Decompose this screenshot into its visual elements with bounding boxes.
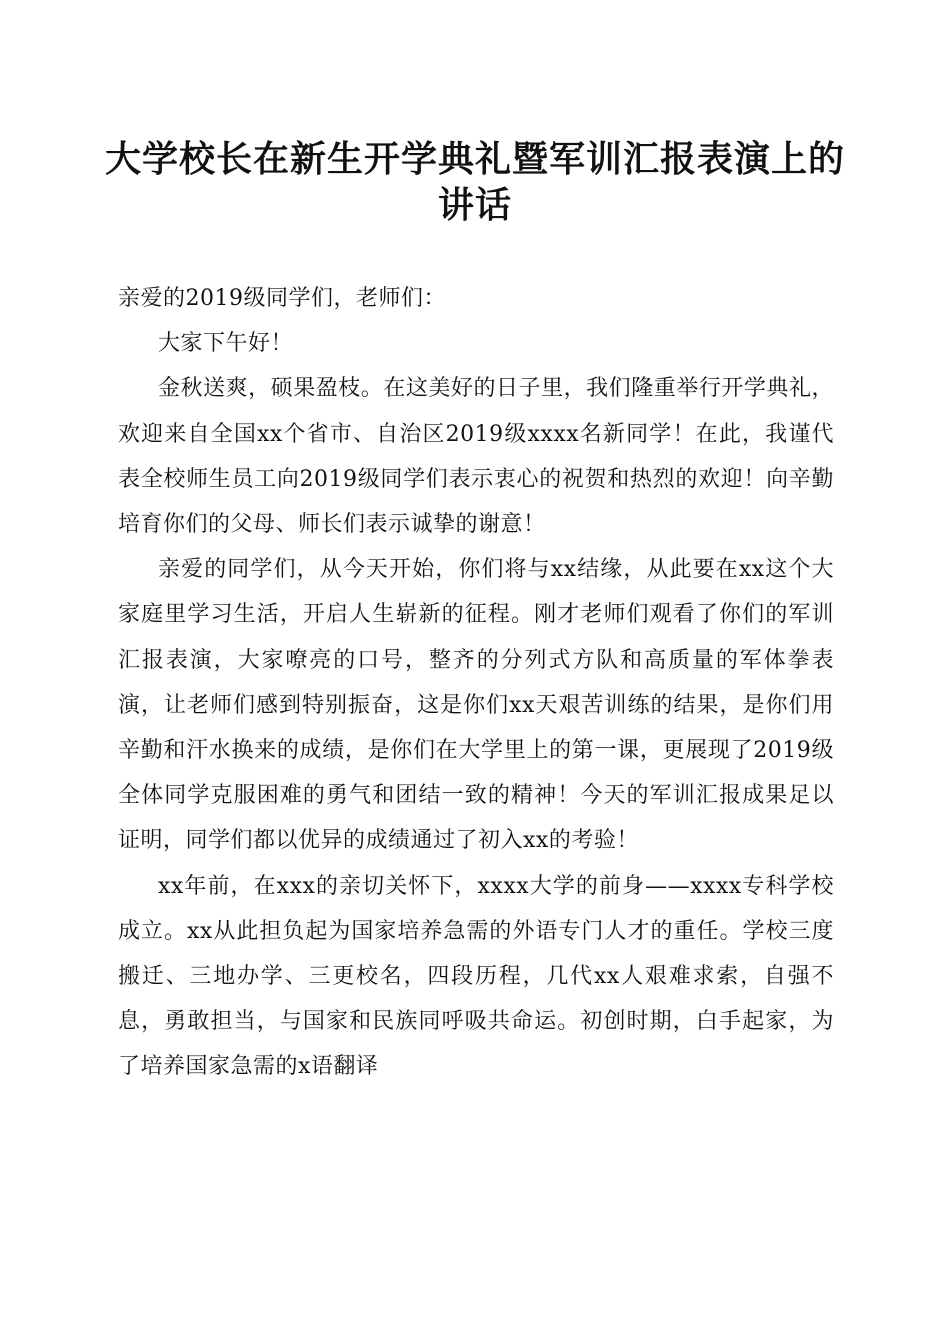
document-body: [118, 276, 834, 1090]
paragraph: 亲爱的同学们，从今天开始，你们将与xx结缘，从此要在xx这个大家庭里学习生活，开启人生崭新的征程。刚才老师们观看了你们的军训汇报表演，大家嘹亮的口号，整齐的分列式方队和高质量的军体拳表演，让老师们感到特别振奋，这是你们xx天艰苦训练的结果，是你们用辛勤和汗水换来的成绩，是你们在大学里上的第一课，更展现了2019级全体同学克服困难的勇气和团结一致的精神！今天的军训汇报成果足以证明，同学们都以优异的成绩通过了初入xx的考验！: [118, 557, 834, 854]
salutation: 亲爱的2019级同学们，老师们：: [118, 286, 446, 311]
paragraph: xx年前，在xxx的亲切关怀下，xxxx大学的前身——xxxx专科学校成立。xx从此担负起为国家培养急需的外语专门人才的重任。学校三度搬迁、三地办学、三更校名，四段历程，几代xx人艰难求索，自强不息，勇敢担当，与国家和民族同呼吸共命运。初创时期，白手起家，为了培养国家急需的x语翻译: [118, 873, 834, 1080]
greeting: 大家下午好！: [158, 331, 294, 357]
document-title: 大学校长在新生开学典礼暨军训汇报表演上的讲话: [104, 138, 845, 226]
paragraph: 金秋送爽，硕果盈枝。在这美好的日子里，我们隆重举行开学典礼，欢迎来自全国xx个省市、自治区2019级xxxx名新同学！在此，我谨代表全校师生员工向2019级同学们表示衷心的祝贺和热烈的欢迎！向辛勤培育你们的父母、师长们表示诚挚的谢意！: [118, 376, 834, 538]
